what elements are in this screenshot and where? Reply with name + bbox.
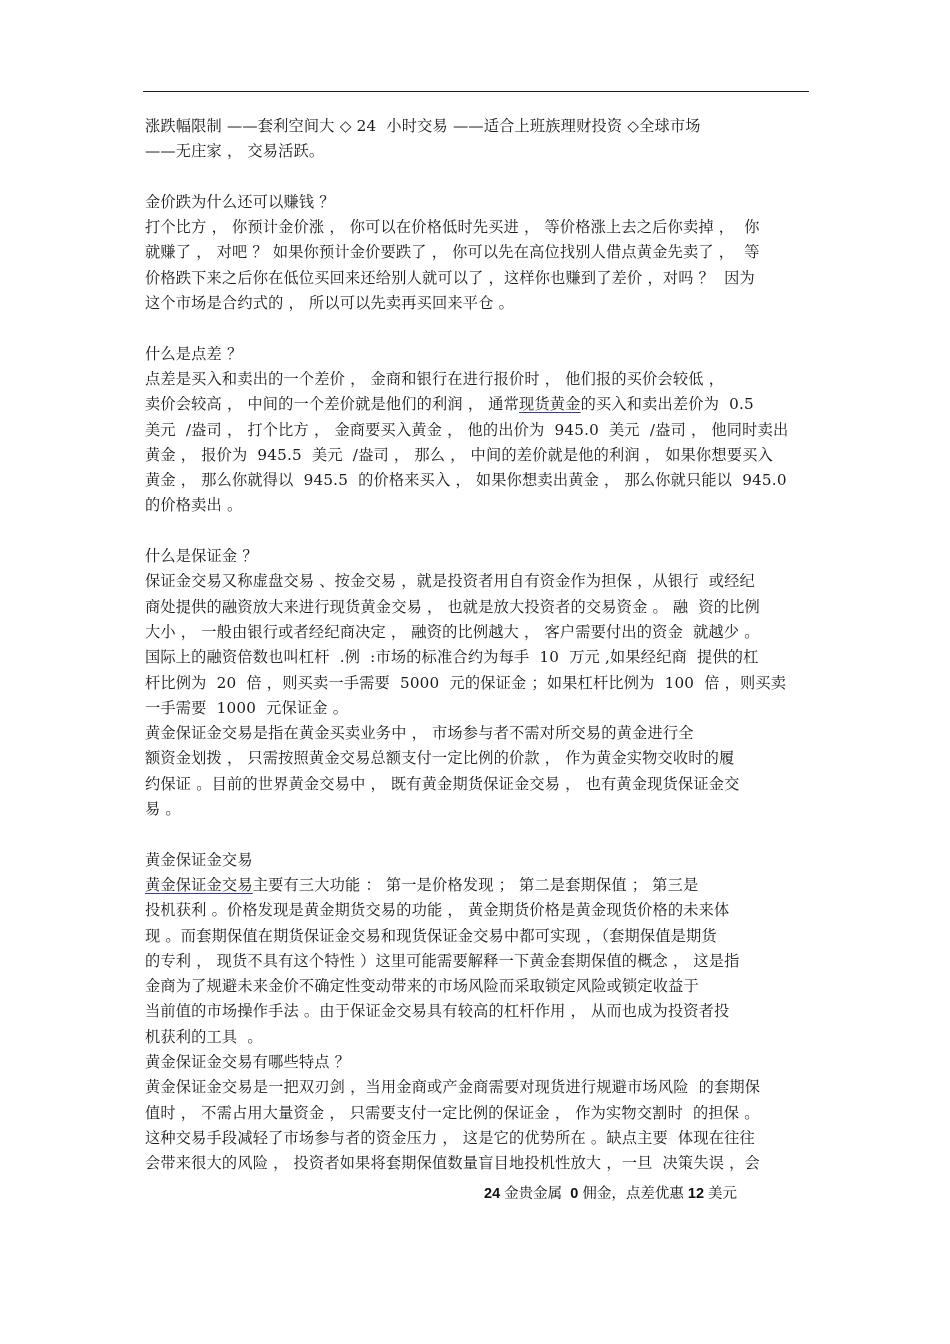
section-heading-spread: 什么是点差 ？ <box>145 344 243 363</box>
paragraph-line: 黄金 ， 报价为 945.5 美元 /盎司 ， 那么 ， 中间的差价就是他的利润 ， 如果你想要买入 <box>145 445 773 464</box>
paragraph-line: 保证金交易又称虚盘交易 、按金交易 ，就是投资者用自有资金作为担保 ，从银行 或经纪 <box>145 572 755 591</box>
paragraph-line: 易 。 <box>145 800 181 819</box>
paragraph-line: 打个比方 ， 你预计金价涨 ， 你可以在价格低时先买进 ， 等价格涨上去之后你卖掉 ， 你 <box>145 218 760 237</box>
intro-line-2: ——无庄家 ， 交易活跃。 <box>145 142 325 161</box>
paragraph-line: 额资金划拨 ， 只需按照黄金交易总额支付一定比例的价款 ， 作为黄金实物交收时的履 <box>145 749 735 768</box>
paragraph-line: 机获利的工具 。 <box>145 1027 263 1046</box>
section-heading-gold-fall: 金价跌为什么还可以赚钱 ？ <box>145 192 335 211</box>
paragraph-line: 投机获利 。价格发现是黄金期货交易的功能 ， 黄金期货价格是黄金现货价格的未来体 <box>145 901 730 920</box>
section-heading-features: 黄金保证金交易有哪些特点 ？ <box>145 1052 351 1071</box>
spot-gold-link[interactable]: 现货黄金 <box>519 395 581 414</box>
paragraph-line: 黄金保证金交易是指在黄金买卖业务中 ， 市场参与者不需对所交易的黄金进行全 <box>145 724 694 743</box>
intro-line-1: 涨跌幅限制 ——套利空间大 ◇ 24 小时交易 ——适合上班族理财投资 ◇全球市场 <box>145 117 701 135</box>
section-heading-margin-trading: 黄金保证金交易 <box>145 850 253 869</box>
paragraph-line: 当前值的市场操作手法 。由于保证金交易具有较高的杠杆作用 ， 从而也成为投资者投 <box>145 1002 730 1021</box>
paragraph-line: 卖价会较高 ， 中间的一个差价就是他们的利润 ， 通常现货黄金的买入和卖出差价为 0.5 <box>145 395 754 414</box>
paragraph-line: 点差是买入和卖出的一个差价 ， 金商和银行在进行报价时 ， 他们报的买价会较低 ， <box>145 369 725 388</box>
margin-trading-link[interactable]: 黄金保证金交易 <box>145 875 253 894</box>
paragraph-line: 的专利 ， 现货不具有这个特性 ）这里可能需要解释一下黄金套期保值的概念 ， 这是指 <box>145 951 740 970</box>
paragraph-line: 金商为了规避未来金价不确定性变动带来的市场风险而采取锁定风险或锁定收益于 <box>145 977 699 996</box>
paragraph-line: 这个市场是合约式的 ， 所以可以先卖再买回来平仓 。 <box>145 294 514 313</box>
header-rule <box>143 91 809 92</box>
paragraph-line: 黄金 ， 那么你就得以 945.5 的价格来买入 ， 如果你想卖出黄金 ， 那么你就只能以 945.0 <box>145 471 787 490</box>
document-body <box>145 114 809 1176</box>
paragraph-line: 国际上的融资倍数也叫杠杆 .例 :市场的标准合约为每手 10 万元 ,如果经纪商 提供的杠 <box>145 648 759 667</box>
paragraph-line: 美元 /盎司 ， 打个比方 ， 金商要买入黄金 ， 他的出价为 945.0 美元 /盎司 ， 他同时卖出 <box>145 420 789 439</box>
paragraph-line: 一手需要 1000 元保证金 。 <box>145 698 349 717</box>
paragraph-line: 的价格卖出 。 <box>145 496 243 515</box>
paragraph-line: 大小 ， 一般由银行或者经纪商决定 ， 融资的比例越大 ， 客户需要付出的资金 就越少 。 <box>145 622 760 641</box>
paragraph-line: 会带来很大的风险 ， 投资者如果将套期保值数量盲目地投机性放大 ，一旦 决策失误 ，会 <box>145 1154 760 1173</box>
footer-promo: 24 金贵金属 0 佣金，点差优惠 12 美元 <box>484 1186 738 1202</box>
paragraph-line: 现 。而套期保值在期货保证金交易和现货保证金交易中都可实现 ，（套期保值是期货 <box>145 926 717 945</box>
paragraph-line: 这种交易手段减轻了市场参与者的资金压力 ， 这是它的优势所在 。缺点主要 体现在往往 <box>145 1128 755 1147</box>
paragraph-line: 值时 ， 不需占用大量资金 ， 只需要支付一定比例的保证金 ， 作为实物交割时 的担保 。 <box>145 1103 760 1122</box>
paragraph-line: 商处提供的融资放大来进行现货黄金交易 ， 也就是放大投资者的交易资金 。 融 资的比例 <box>145 597 760 616</box>
paragraph-line: 就赚了 ， 对吧 ？ 如果你预计金价要跌了 ， 你可以先在高位找别人借点黄金先卖了 ， 等 <box>145 243 760 262</box>
paragraph-line: 约保证 。目前的世界黄金交易中 ， 既有黄金期货保证金交易 ， 也有黄金现货保证金交 <box>145 774 740 793</box>
paragraph-line: 价格跌下来之后你在低位买回来还给别人就可以了 ，这样你也赚到了差价 ，对吗 ？ 因为 <box>145 268 755 287</box>
paragraph-line: 黄金保证金交易是一把双刃剑 ，当用金商或产金商需要对现货进行规避市场风险 的套期保 <box>145 1078 761 1097</box>
section-heading-margin: 什么是保证金 ？ <box>145 547 258 566</box>
paragraph-line: 杆比例为 20 倍 ，则买卖一手需要 5000 元的保证金 ；如果杠杆比例为 100 倍 ，则买卖 <box>145 673 787 692</box>
paragraph-line: 黄金保证金交易主要有三大功能 ： 第一是价格发现 ； 第二是套期保值 ； 第三是 <box>145 875 699 894</box>
